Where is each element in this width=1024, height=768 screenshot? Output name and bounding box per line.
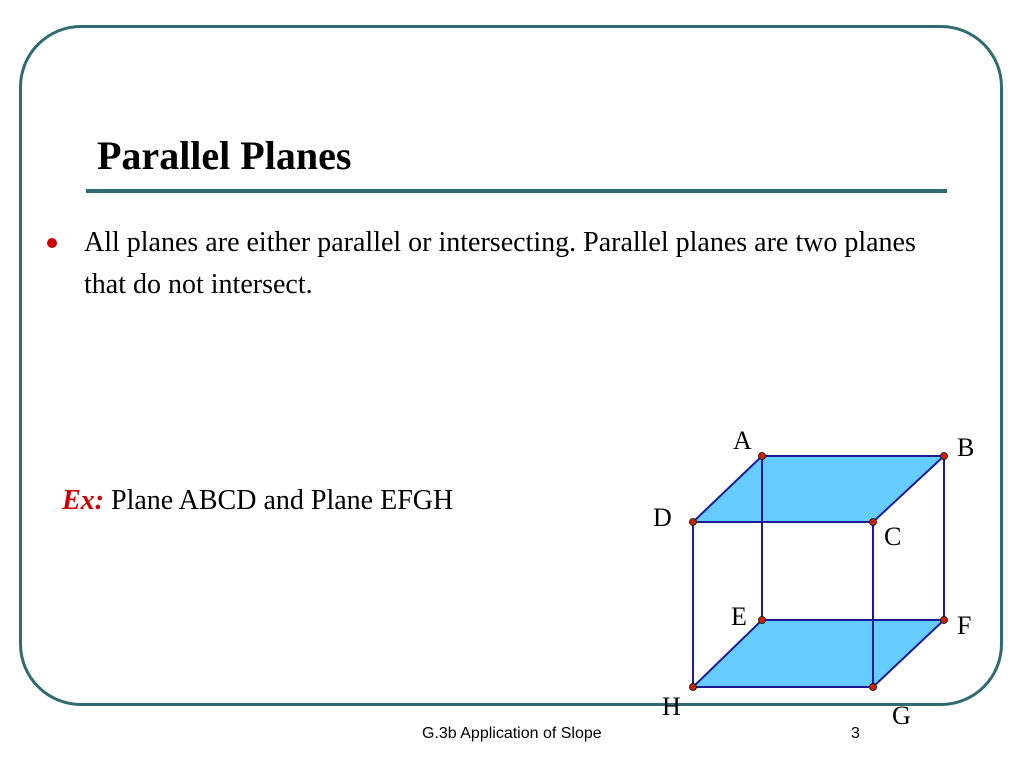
point-c — [870, 519, 877, 526]
example-label: Ex: — [62, 485, 104, 516]
label-e: E — [731, 602, 747, 631]
label-g: G — [892, 701, 911, 730]
example-text: Plane ABCD and Plane EFGH — [104, 485, 454, 516]
label-c: C — [884, 522, 902, 551]
point-h — [690, 684, 697, 691]
label-a: A — [733, 426, 752, 455]
label-d: D — [653, 503, 672, 532]
plane-abcd — [693, 456, 944, 522]
footer-title: G.3b Application of Slope — [422, 725, 602, 742]
point-f — [941, 617, 948, 624]
label-f: F — [957, 611, 972, 640]
bullet-text: All planes are either parallel or intersecting. Parallel planes are two planes that do not intersect. — [84, 227, 916, 300]
point-e — [759, 617, 766, 624]
page-number: 3 — [851, 725, 860, 742]
slide-title: Parallel Planes — [97, 133, 352, 178]
label-h: H — [662, 692, 681, 721]
point-g — [870, 684, 877, 691]
point-d — [690, 519, 697, 526]
label-b: B — [957, 433, 975, 462]
point-a — [759, 453, 766, 460]
point-b — [941, 453, 948, 460]
